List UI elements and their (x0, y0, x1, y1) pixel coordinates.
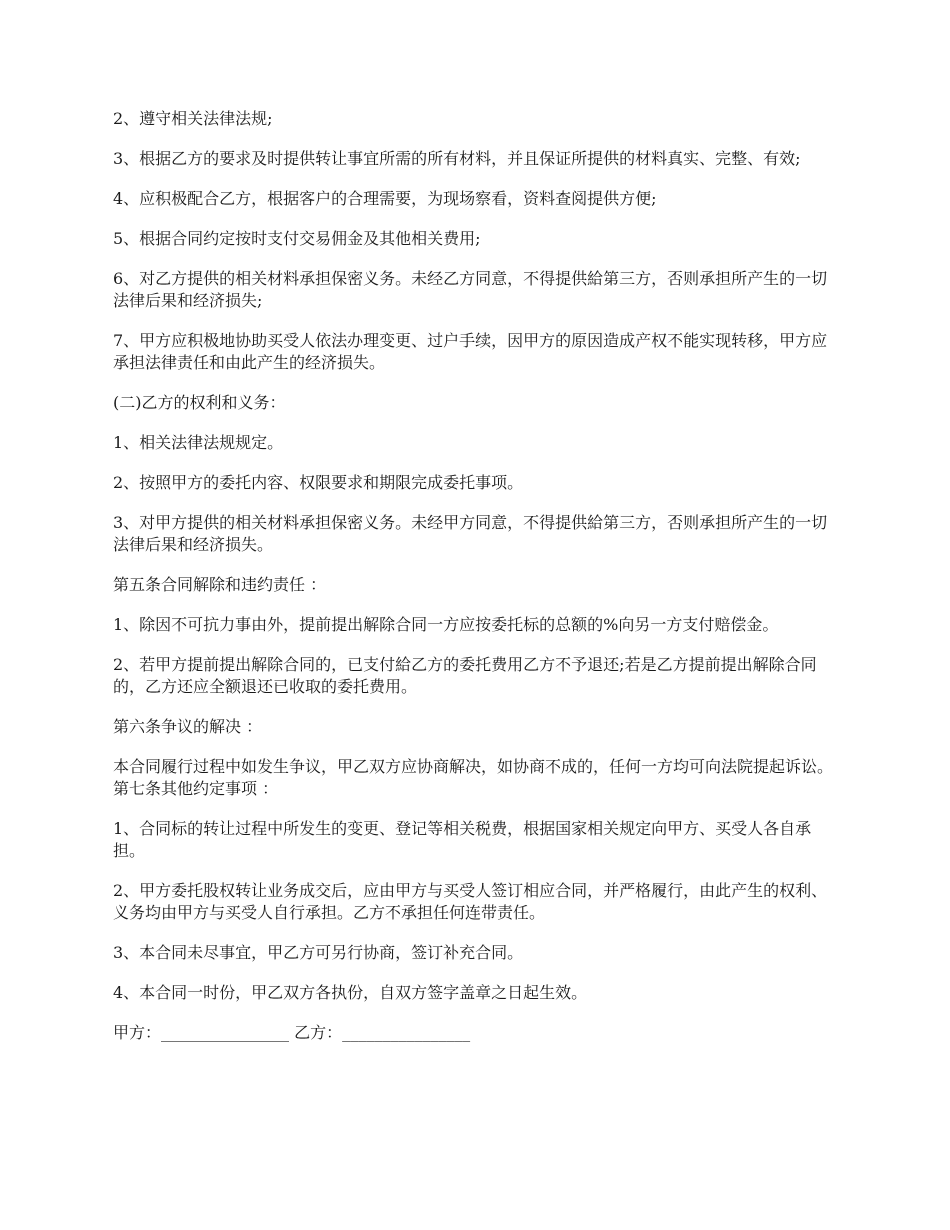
paragraph: 3、本合同未尽事宜，甲乙方可另行协商，签订补充合同。 (113, 943, 524, 962)
paragraph: 7、甲方应积极地协助买受人依法办理变更、过户手续，因甲方的原因造成产权不能实现转移，甲方应承担法律责任和由此产生的经济损失。 (113, 331, 828, 372)
paragraph: 2、遵守相关法律法规; (113, 109, 273, 128)
paragraph: 本合同履行过程中如发生争议，甲乙双方应协商解决，如协商不成的，任何一方均可向法院提起诉讼。 第七条其他约定事项 ： (113, 757, 834, 798)
paragraph: 1、合同标的转让过程中所发生的变更、登记等相关税费，根据国家相关规定向甲方、买受人各自承担。 (113, 819, 812, 860)
paragraph: 2、若甲方提前提出解除合同的，已支付給乙方的委托费用乙方不予退还;若是乙方提前提出解除合同的，乙方还应全额退还已收取的委托费用。 (113, 655, 817, 696)
section-heading: (二)乙方的权利和义务： (113, 393, 286, 412)
section-heading: 第五条合同解除和违约责任 ： (113, 575, 327, 594)
paragraph: 6、对乙方提供的相关材料承担保密义务。未经乙方同意，不得提供給第三方，否则承担所产生的一切法律后果和经济损失; (113, 269, 828, 310)
paragraph: 3、根据乙方的要求及时提供转让事宜所需的所有材料，并且保证所提供的材料真实、完整、有效; (113, 149, 801, 168)
paragraph: 4、应积极配合乙方，根据客户的合理需要，为现场察看，资料查阅提供方便; (113, 189, 657, 208)
paragraph: 2、按照甲方的委托内容、权限要求和期限完成委托事项。 (113, 473, 524, 492)
paragraph: 1、除因不可抗力事由外，提前提出解除合同一方应按委托标的总额的%向另一方支付赔偿金。 (113, 615, 779, 634)
document-body (113, 108, 835, 1044)
paragraph: 3、对甲方提供的相关材料承担保密义务。未经甲方同意，不得提供給第三方，否则承担所产生的一切法律后果和经济损失。 (113, 513, 828, 554)
paragraph: 2、甲方委托股权转让业务成交后，应由甲方与买受人签订相应合同，并严格履行，由此产生的权利、义务均由甲方与买受人自行承担。乙方不承担任何连带责任。 (113, 881, 828, 922)
paragraph: 1、相关法律法规规定。 (113, 433, 284, 452)
paragraph: 4、本合同一时份，甲乙双方各执份，自双方签字盖章之日起生效。 (113, 983, 588, 1002)
signature-line: 甲方：________________ 乙方：________________ (113, 1023, 471, 1042)
section-heading: 第六条争议的解决 ： (113, 717, 263, 736)
paragraph: 5、根据合同约定按时支付交易佣金及其他相关费用; (113, 229, 481, 248)
